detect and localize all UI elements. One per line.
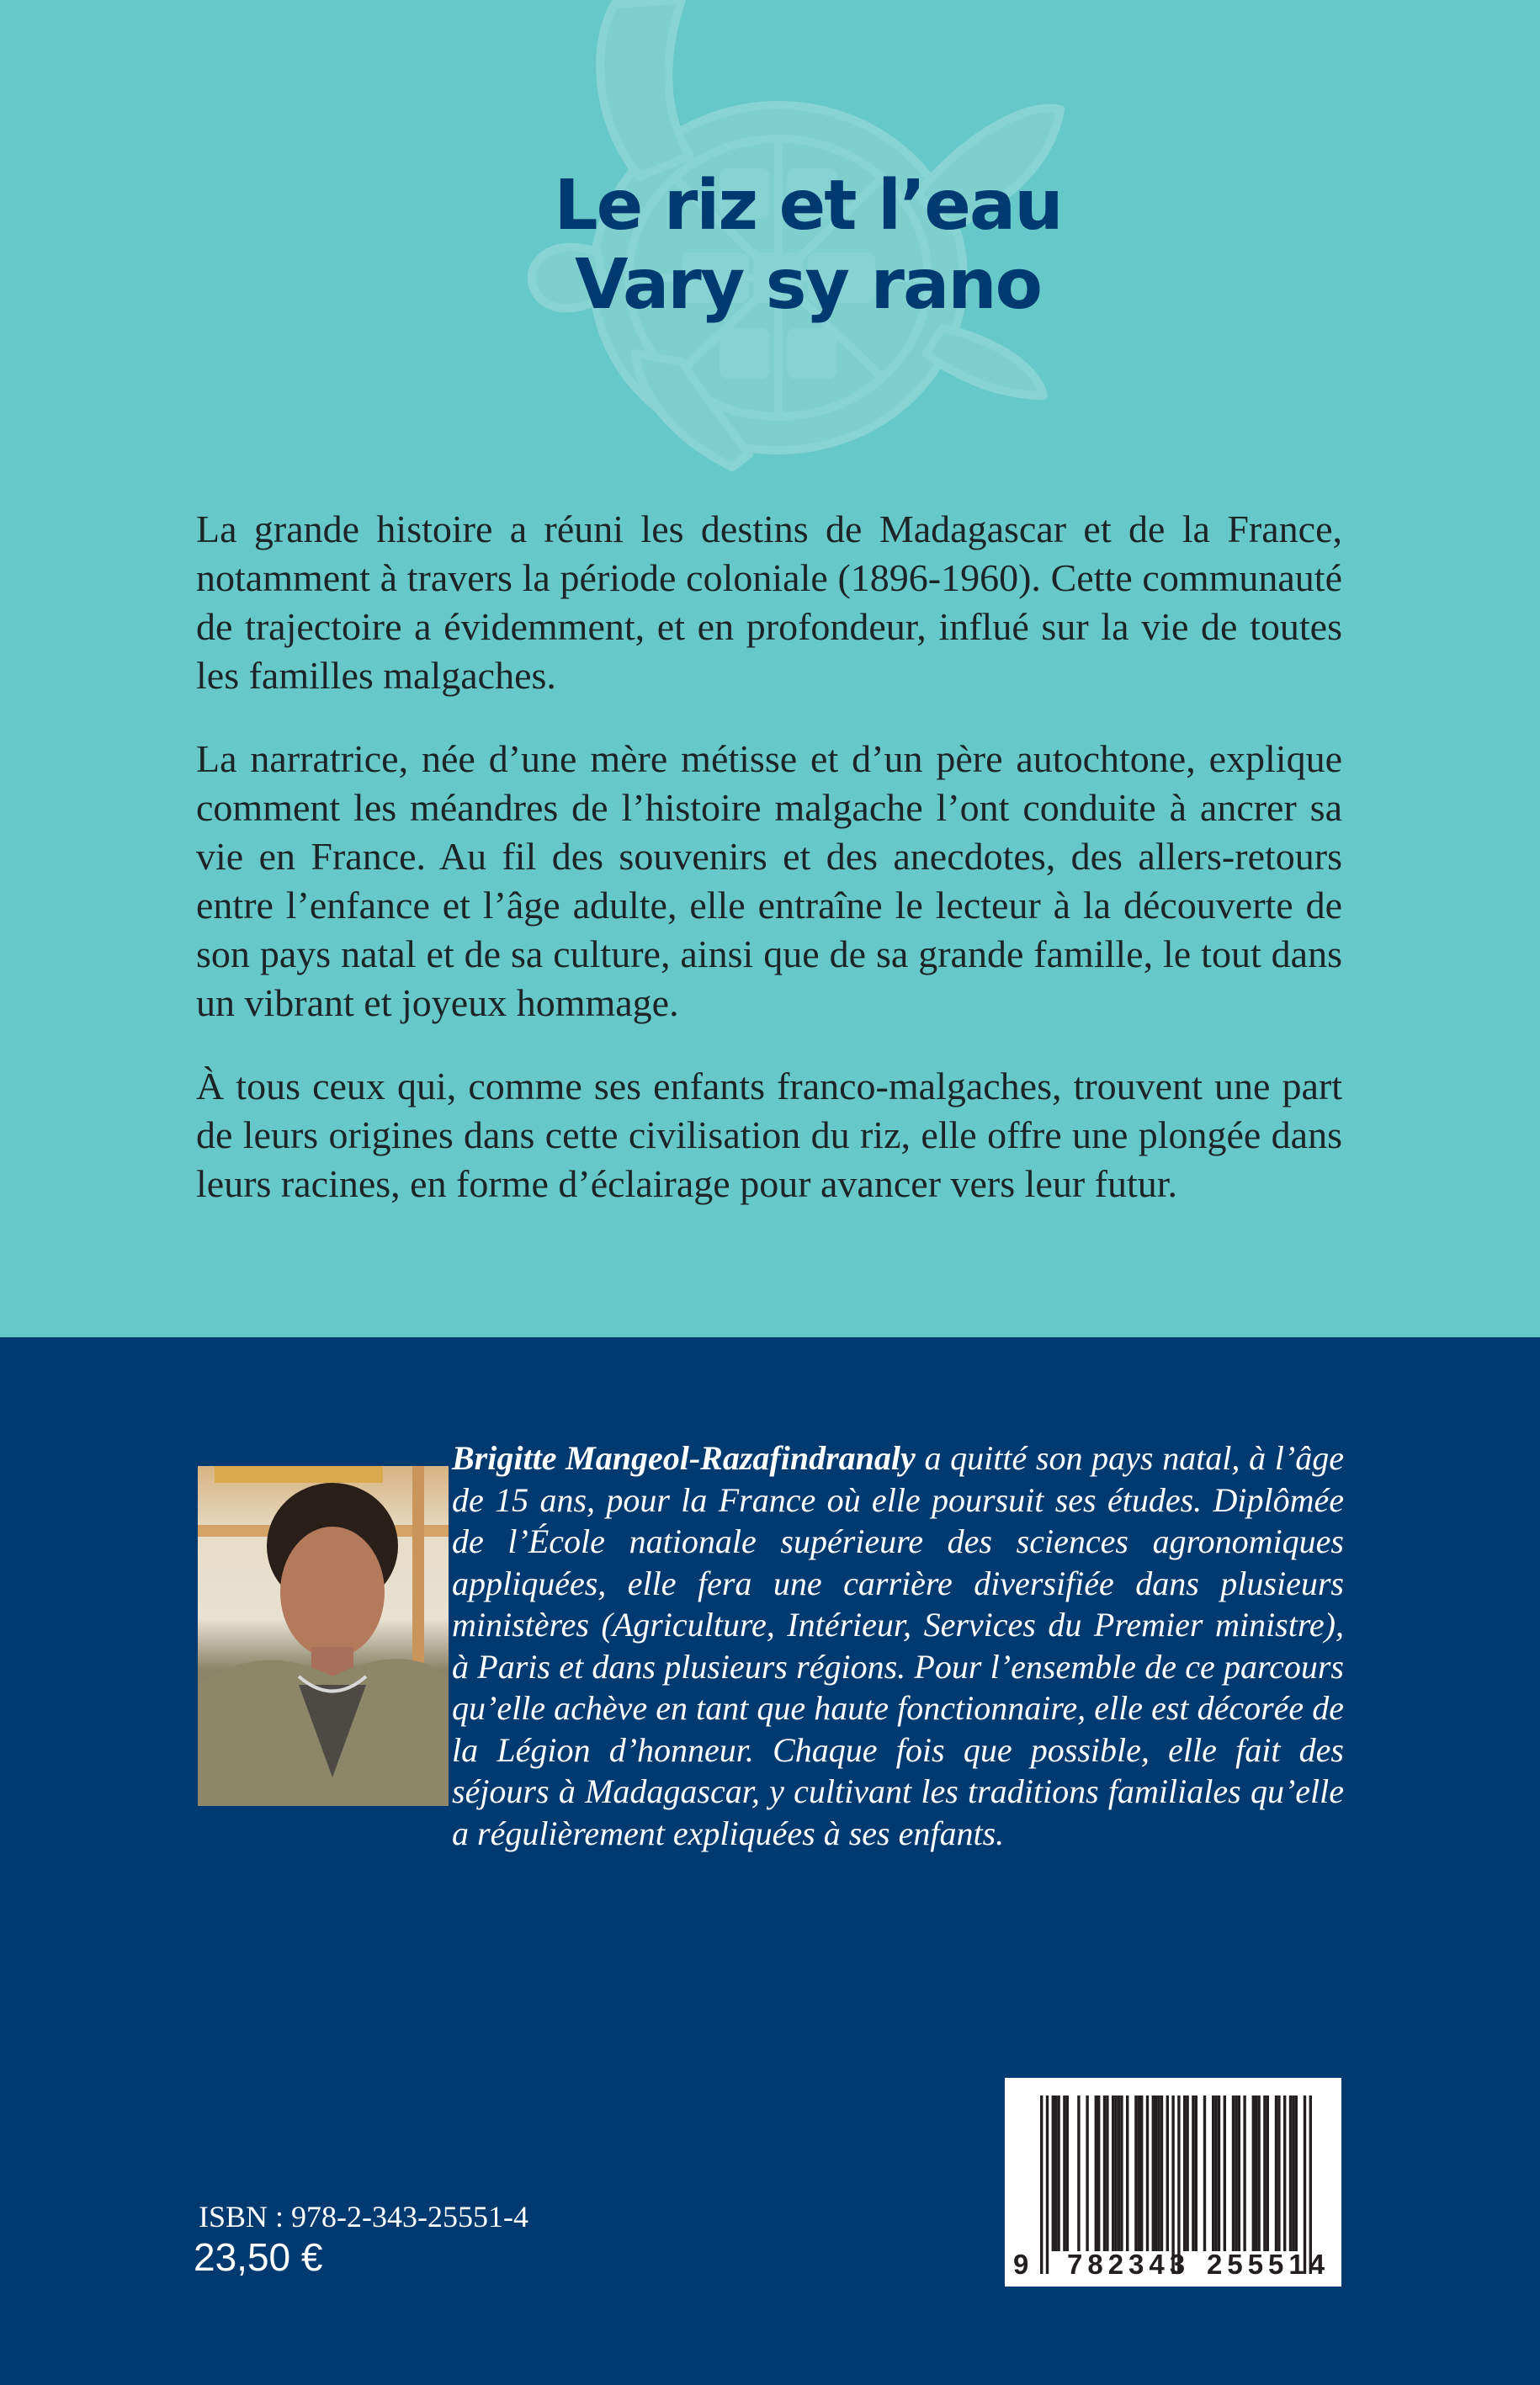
book-title [0,167,1540,325]
barcode-bar [1218,2096,1220,2251]
barcode-bar [1112,2096,1114,2251]
barcode-bar [1160,2096,1163,2251]
barcode-bar [1155,2096,1157,2251]
barcode-bar [1077,2096,1080,2251]
barcode-bar [1138,2096,1140,2251]
barcode-bar [1166,2096,1169,2251]
barcode-bar [1114,2096,1117,2251]
title-line-malagasy: Vary sy rano [574,245,1042,325]
barcode-bar [1095,2096,1097,2251]
barcode-bar [1126,2096,1128,2251]
blurb-paragraph: La grande histoire a réuni les destins de Madagascar et de la France, notamment à travers la période coloniale (1896-1960). Cette communauté de trajectoire a évidemment, et en profondeur, influé sur la vie de toutes les familles malgaches. [196,507,1342,697]
barcode-bar [1214,2096,1217,2251]
barcode-bar [1086,2096,1088,2251]
author-photo [198,1466,449,1806]
author-bio-text: a quitté son pays natal, à l’âge de 15 ans, pour la France où elle poursuit ses études. Diplômée de l’École nationale supérieure des sciences agronomiques appliquées, elle fera une carrière diversifiée dans plusieurs ministères (Agriculture, Intérieur, Services du Premier ministre), à Paris et dans plusieurs régions. Pour l’ensemble de ce parcours qu’elle achève en tant que haute fonctionnaire, elle est décorée de la Légion d’honneur. Chaque fois que possible, elle fait des séjours à Madagascar, y cultivant les traditions familiales qu’elle a régulièrement expliquées à ses enfants. [452,1439,1344,1852]
barcode-bar [1295,2096,1298,2251]
barcode-bar [1106,2096,1108,2251]
barcode-bar [1103,2096,1106,2251]
barcode-bar [1289,2096,1292,2251]
author-name: Brigitte Mangeol-Razafindranaly [452,1439,916,1477]
barcode-lead-digit: 9 [1013,2249,1029,2280]
barcode-bar [1252,2096,1255,2251]
barcode-bar [1203,2096,1206,2251]
title-line-french: Le riz et l’eau [554,166,1062,246]
barcode-bar [1195,2096,1197,2251]
blurb-paragraph: La narratrice, née d’une mère métisse et d’un père autochtone, explique comment les méandres de l’histoire malgache l’ont conduite à ancrer sa vie en France. Au fil des souvenirs et des anecdotes, des allers-retours entre l’enfance et l’âge adulte, elle entraîne le lecteur à la découverte de son pays natal et de sa culture, ainsi que de sa grande famille, le tout dans un vibrant et joyeux hommage. [196,737,1342,1024]
barcode-bar [1243,2096,1245,2251]
barcode-bar [1212,2096,1214,2251]
barcode [1005,2078,1341,2287]
barcode-bar [1146,2096,1149,2251]
barcode-bar [1040,2096,1043,2274]
barcode-bar [1309,2096,1312,2274]
barcode-bar [1235,2096,1237,2251]
blurb-paragraph: À tous ceux qui, comme ses enfants franco-malgaches, trouvent une part de leurs origines dans cette civilisation du riz, elle offre une plongée dans leurs racines, en forme d’éclairage pour avancer vers leur futur. [196,1065,1342,1205]
isbn: ISBN : 978-2-343-25551-4 [199,2200,528,2234]
barcode-bar [1171,2096,1174,2274]
barcode-bar [1052,2096,1054,2251]
author-portrait-icon [198,1466,449,1806]
barcode-bar [1186,2096,1188,2251]
barcode-bar [1120,2096,1123,2251]
barcode-bar [1046,2096,1049,2274]
barcode-bar [1152,2096,1155,2251]
barcode-bar [1277,2096,1280,2251]
barcode-left-digits: 782343 [1067,2249,1191,2280]
barcode-bar [1134,2096,1137,2251]
barcode-bar [1304,2096,1306,2274]
barcode-bar [1267,2096,1269,2251]
barcode-bar [1097,2096,1100,2251]
barcode-bar [1283,2096,1286,2251]
barcode-bar [1292,2096,1294,2251]
barcode-bar [1177,2096,1180,2274]
barcode-bar [1255,2096,1257,2251]
barcode-bar [1183,2096,1186,2251]
blurb [196,505,1342,1243]
barcode-bar [1238,2096,1240,2251]
barcode-bar [1054,2096,1057,2251]
barcode-bar [1275,2096,1277,2251]
barcode-bar [1157,2096,1160,2251]
barcode-bar [1224,2096,1226,2251]
author-bio [452,1437,1344,1854]
barcode-bar [1192,2096,1194,2251]
barcode-bar [1057,2096,1059,2251]
barcode-icon [1005,2078,1341,2287]
barcode-bar [1066,2096,1069,2251]
barcode-bar [1140,2096,1143,2251]
barcode-bar [1063,2096,1065,2251]
barcode-bar [1257,2096,1260,2251]
barcode-bar [1118,2096,1120,2251]
barcode-bar [1263,2096,1266,2251]
barcode-bar [1232,2096,1235,2251]
price: 23,50 € [194,2235,323,2279]
barcode-right-digits: 255514 [1207,2249,1330,2280]
